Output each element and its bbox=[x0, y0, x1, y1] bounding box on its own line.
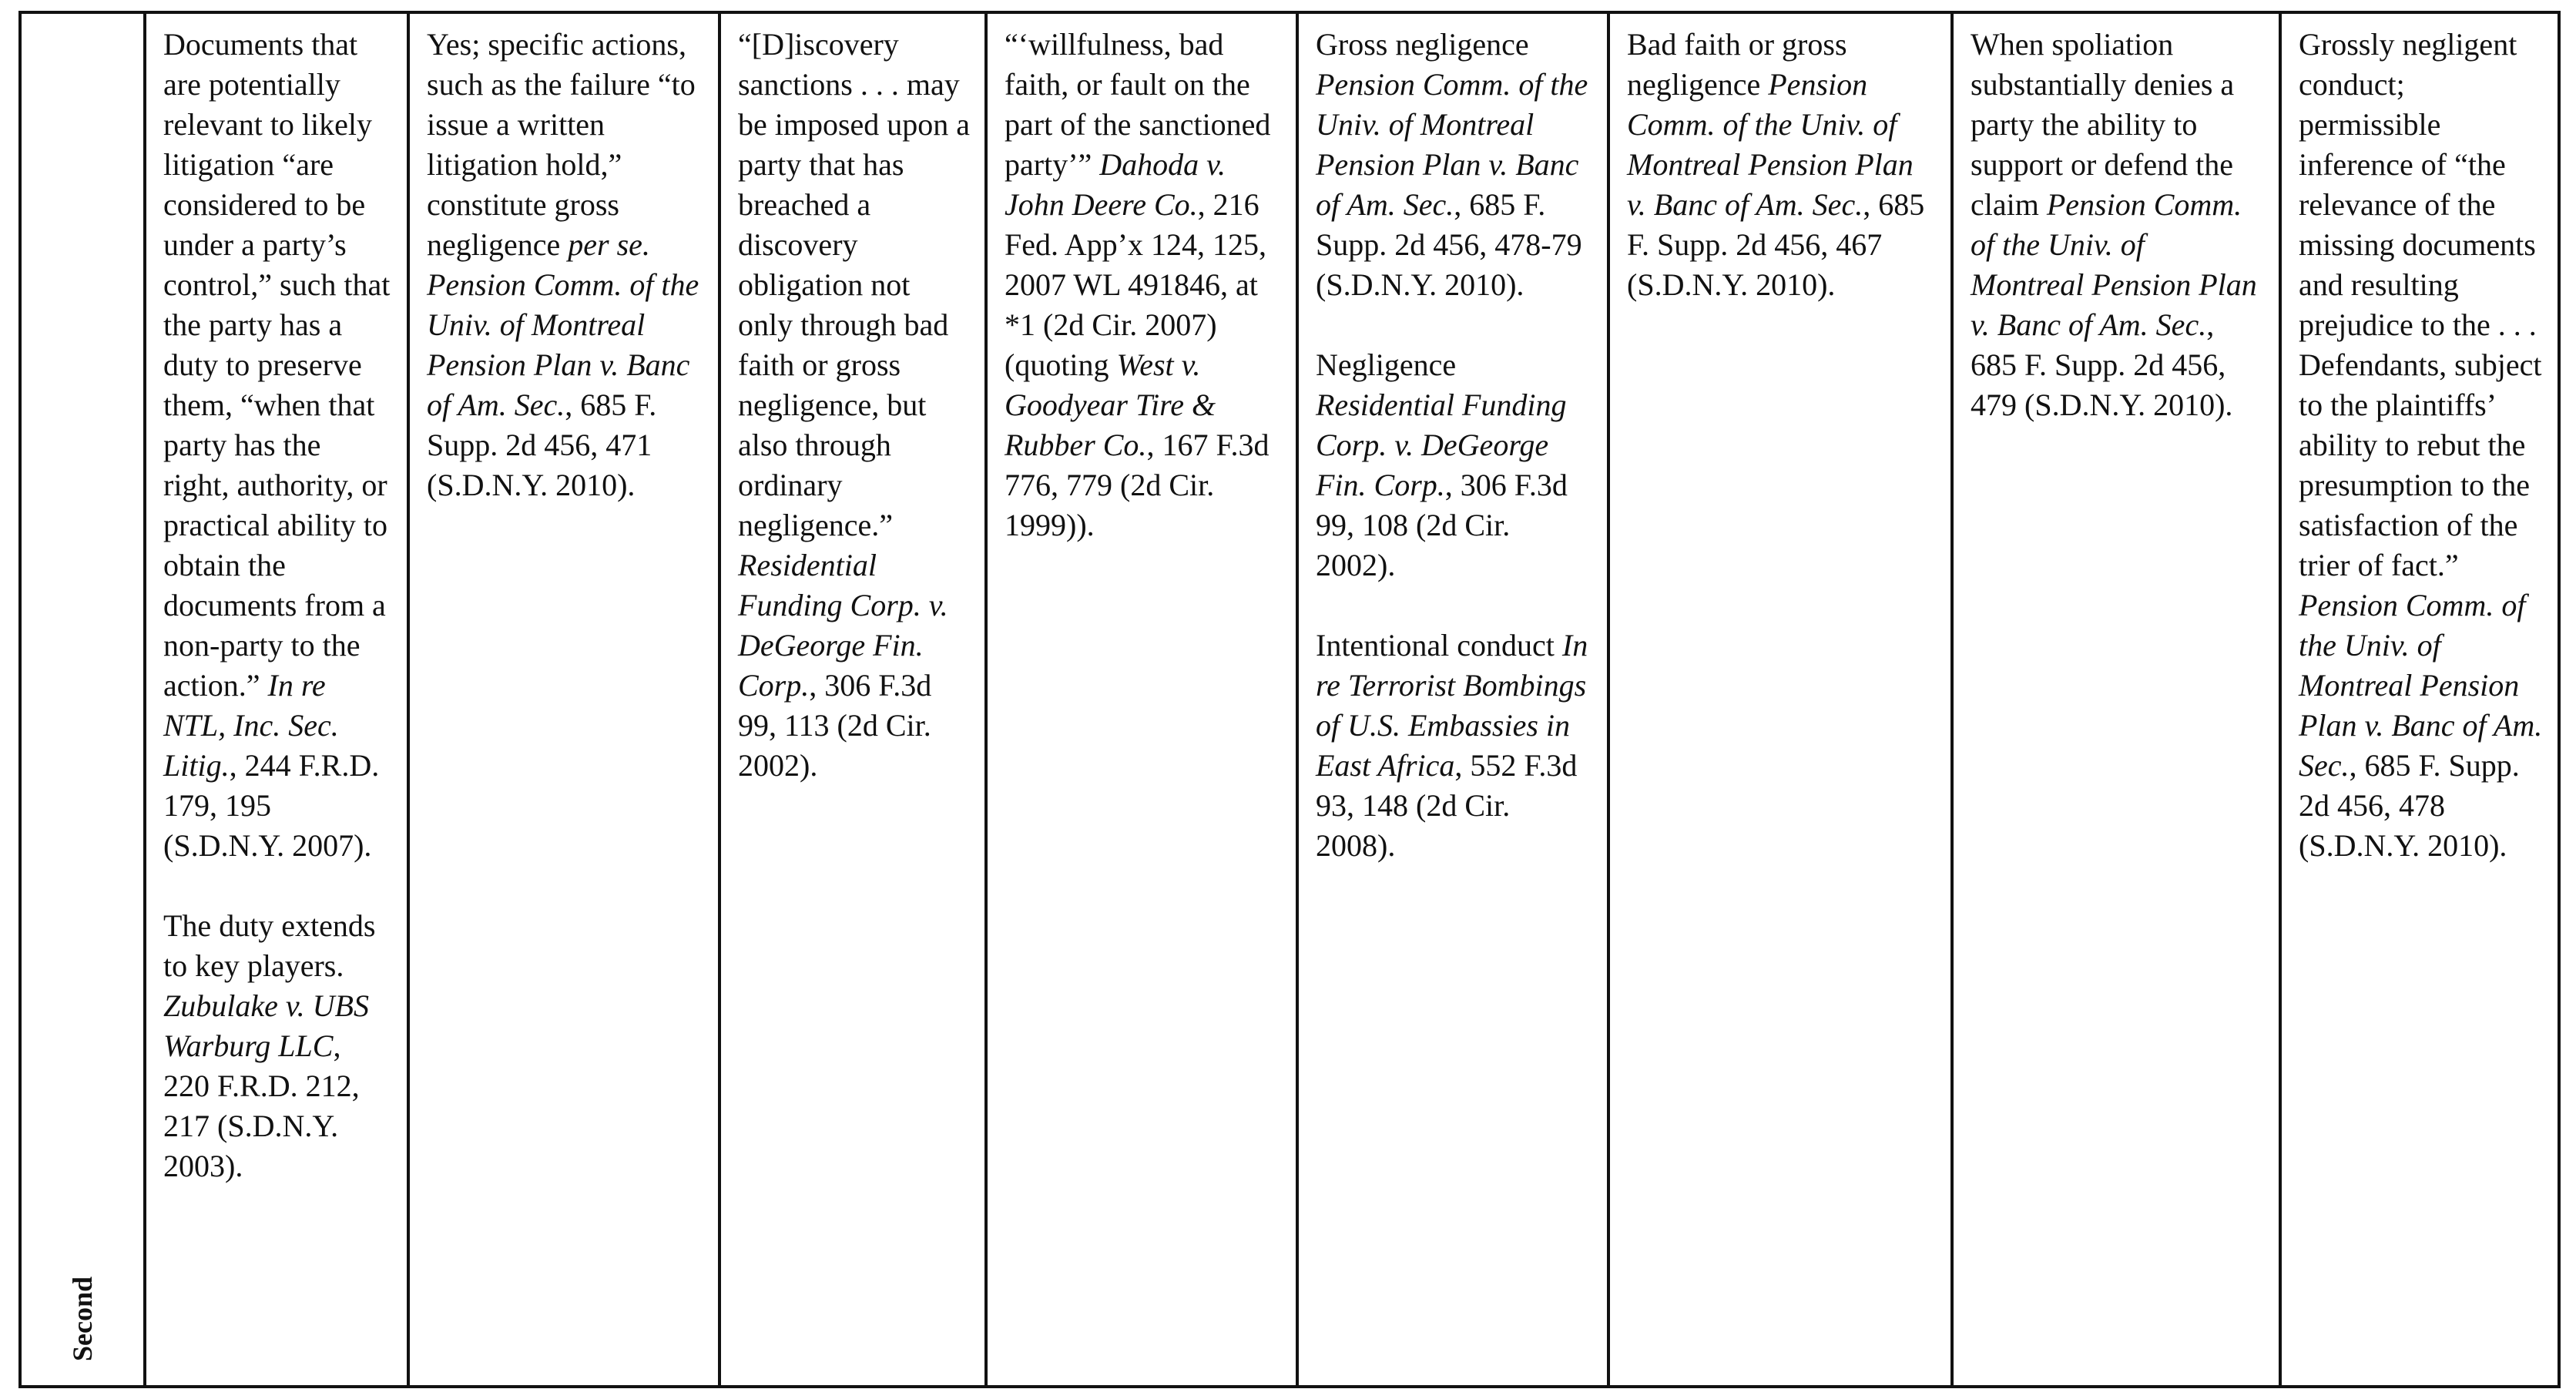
cell-text: “‘willfulness, bad faith, or fault on the part of the sanctioned party’” bbox=[1005, 27, 1271, 182]
cell-text: , 220 F.R.D. 212, 217 (S.D.N.Y. 2003). bbox=[163, 1028, 360, 1183]
cell-paragraph bbox=[1316, 626, 1593, 866]
case-citation: Zubulake v. UBS Warburg LLC bbox=[163, 988, 369, 1063]
cell-paragraph bbox=[163, 25, 393, 866]
cell-text: , 685 F. Supp. 2d 456, 479 (S.D.N.Y. 2010). bbox=[1971, 307, 2233, 422]
table-cell bbox=[719, 12, 986, 1387]
cell-text: , 167 F.3d 776, 779 (2d Cir. 1999)). bbox=[1005, 428, 1270, 542]
cell-text: , 216 Fed. App’x 124, 125, 2007 WL 491846, at *1 (2d Cir. 2007) (quoting bbox=[1005, 187, 1266, 382]
cell-text: When spoliation substantially denies a party the ability to support or defend the claim bbox=[1971, 27, 2235, 222]
case-citation: West v. Goodyear Tire & Rubber Co. bbox=[1005, 347, 1216, 462]
case-citation: In re Terrorist Bombings of U.S. Embassies in East Africa bbox=[1316, 628, 1588, 783]
cell-paragraph bbox=[1316, 345, 1593, 585]
case-citation: Pension Comm. of the Univ. of Montreal Pension Plan v. Banc of Am. Sec. bbox=[427, 267, 699, 422]
case-citation: Pension Comm. of the Univ. of Montreal Pension Plan v. Banc of Am. Sec. bbox=[2299, 588, 2543, 783]
cell-text: “[D]iscovery sanctions . . . may be imposed upon a party that has breached a discovery obligation not only through bad faith or gross negligence, but also through ordinary negligence.” bbox=[738, 27, 971, 542]
cell-paragraph bbox=[738, 25, 971, 786]
cell-paragraph bbox=[163, 906, 393, 1186]
circuit-label: Second bbox=[67, 1276, 98, 1361]
cell-paragraph bbox=[1627, 25, 1937, 305]
table-cell bbox=[1297, 12, 1608, 1387]
cell-text: Bad faith or gross negligence bbox=[1627, 27, 1847, 102]
cell-text: The duty extends to key players. bbox=[163, 908, 376, 983]
case-citation: Pension Comm. of the Univ. of Montreal Pension Plan v. Banc of Am. Sec. bbox=[1971, 187, 2257, 342]
case-citation: Residential Funding Corp. v. DeGeorge Fin. Corp. bbox=[738, 548, 948, 703]
case-citation: Pension Comm. of the Univ. of Montreal Pension Plan v. Banc of Am. Sec. bbox=[1316, 67, 1588, 222]
cell-text: , 306 F.3d 99, 113 (2d Cir. 2002). bbox=[738, 668, 932, 783]
cell-paragraph bbox=[1971, 25, 2265, 425]
table-cell bbox=[1608, 12, 1952, 1387]
cell-text: Intentional conduct bbox=[1316, 628, 1562, 663]
table-cell bbox=[1952, 12, 2280, 1387]
circuit-cell bbox=[20, 12, 145, 1387]
cell-text: , 244 F.R.D. 179, 195 (S.D.N.Y. 2007). bbox=[163, 748, 380, 863]
cell-paragraph bbox=[1316, 25, 1593, 305]
table-cell bbox=[145, 12, 408, 1387]
table-cell bbox=[986, 12, 1297, 1387]
cell-text: , 552 F.3d 93, 148 (2d Cir. 2008). bbox=[1316, 748, 1578, 863]
cell-text: , 685 F. Supp. 2d 456, 478 (S.D.N.Y. 2010). bbox=[2299, 748, 2520, 863]
spoliation-survey-table bbox=[18, 11, 2561, 1388]
cell-text: Negligence bbox=[1316, 347, 1457, 382]
cell-text: , 685 F. Supp. 2d 456, 478-79 (S.D.N.Y. 2010). bbox=[1316, 187, 1582, 302]
cell-text: , 685 F. Supp. 2d 456, 467 (S.D.N.Y. 2010). bbox=[1627, 187, 1925, 302]
cell-text: Gross negligence bbox=[1316, 27, 1529, 62]
table-row bbox=[20, 12, 2559, 1387]
case-citation: In re NTL, Inc. Sec. Litig. bbox=[163, 668, 339, 783]
table-cell bbox=[408, 12, 719, 1387]
case-citation: Dahoda v. John Deere Co. bbox=[1005, 147, 1226, 222]
cell-text: Documents that are potentially relevant to likely litigation “are considered to be under a party’s control,” such that the party has a duty to preserve them, “when that party has the right, authority, or practical ability to obtain the documents from a non-party to the action.” bbox=[163, 27, 391, 703]
cell-text: Grossly negligent conduct; permissible inference of “the relevance of the missing documents and resulting prejudice to the . . . Defendants, subject to the plaintiffs’ ability to rebut the presumption to the satisfaction of the trier of fact.” bbox=[2299, 27, 2542, 582]
cell-text: , 306 F.3d 99, 108 (2d Cir. 2002). bbox=[1316, 468, 1568, 582]
cell-text: Yes; specific actions, such as the failure “to issue a written litigation hold,” constitute gross negligence bbox=[427, 27, 696, 262]
cell-paragraph bbox=[1005, 25, 1282, 545]
document-page bbox=[18, 11, 2558, 1388]
cell-paragraph bbox=[427, 25, 704, 505]
cell-paragraph bbox=[2299, 25, 2544, 866]
table-cell bbox=[2280, 12, 2559, 1387]
case-citation: Pension Comm. of the Univ. of Montreal Pension Plan v. Banc of Am. Sec. bbox=[1627, 67, 1914, 222]
cell-text: , 685 F. Supp. 2d 456, 471 (S.D.N.Y. 2010). bbox=[427, 387, 657, 502]
case-citation: per se. bbox=[568, 227, 650, 262]
case-citation: Residential Funding Corp. v. DeGeorge Fin. Corp. bbox=[1316, 387, 1567, 502]
